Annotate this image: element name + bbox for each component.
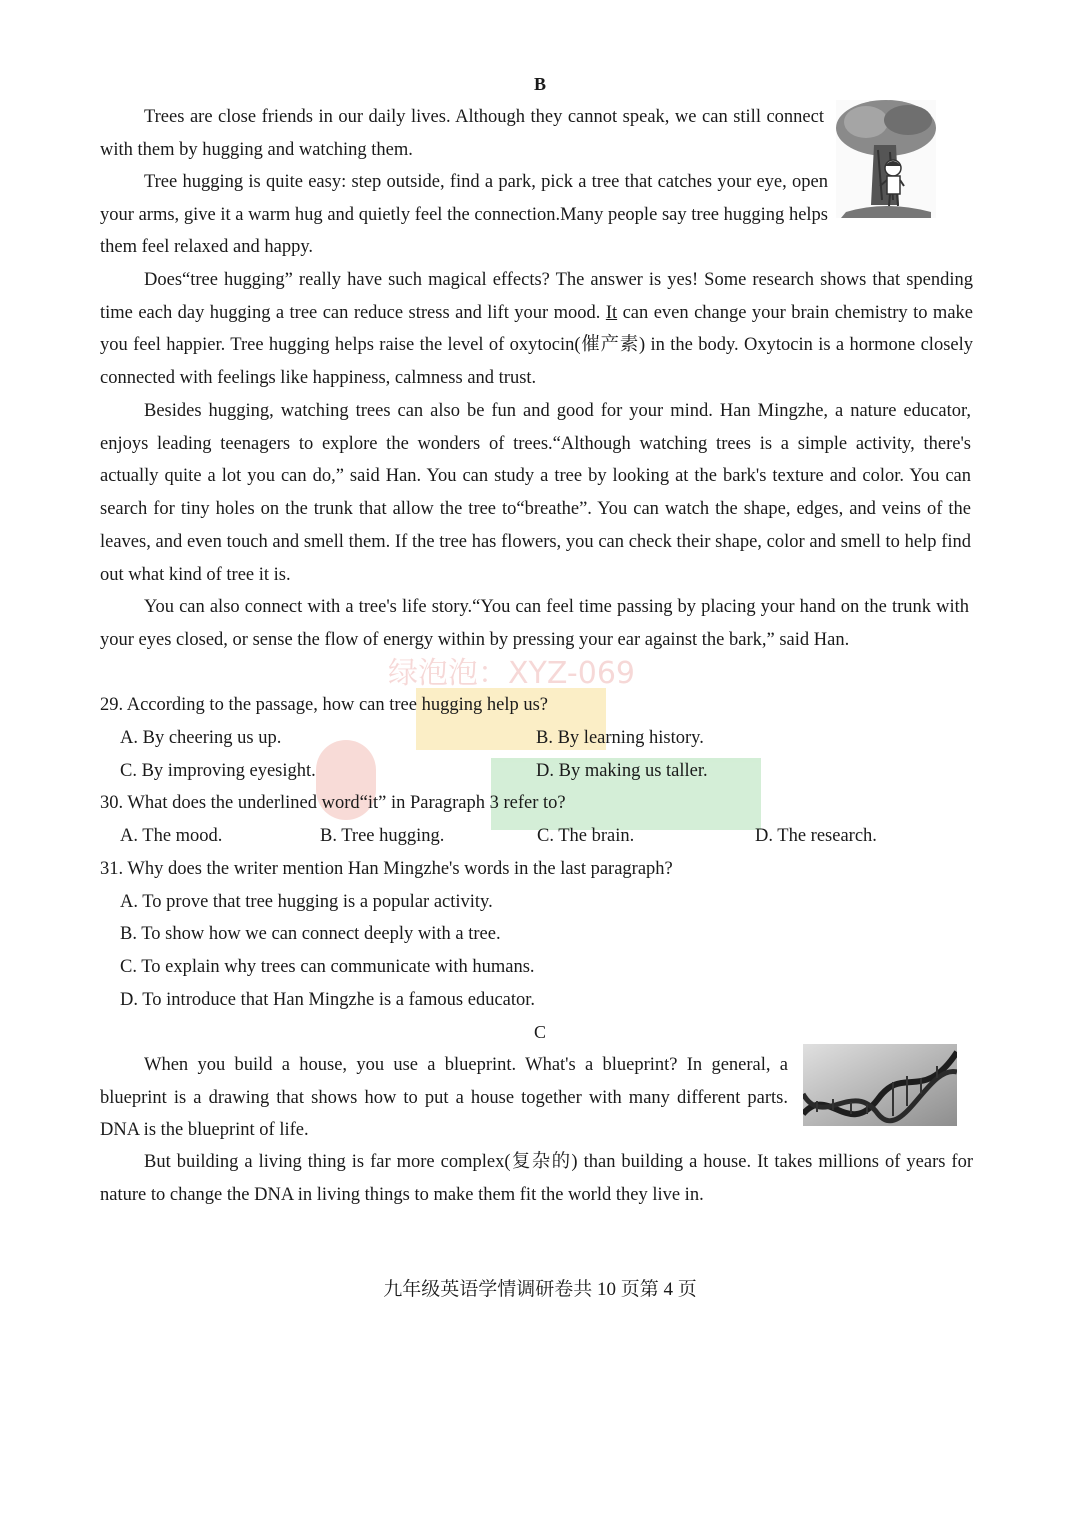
underlined-word-it: It xyxy=(605,302,618,323)
question-31-option-d: D. To introduce that Han Mingzhe is a famous educator. xyxy=(120,990,536,1010)
question-31-option-b: B. To show how we can connect deeply with a tree. xyxy=(120,924,501,944)
question-30-option-d: D. The research. xyxy=(755,826,877,846)
question-31-option-c: C. To explain why trees can communicate with humans. xyxy=(120,957,535,977)
section-c-paragraph-2: But building a living thing is far more complex(复杂的) than building a house. It takes millions of years for nature to change the DNA in living things to make them fit the world they live in. xyxy=(100,1152,973,1205)
question-30-stem: 30. What does the underlined word“it” in Paragraph 3 refer to? xyxy=(100,793,566,813)
watermark-text: 绿泡泡：XYZ-069 xyxy=(388,656,635,691)
question-29-stem: 29. According to the passage, how can tree hugging help us? xyxy=(100,695,548,715)
dna-illustration xyxy=(803,1044,957,1126)
question-31-stem: 31. Why does the writer mention Han Mingzhe's words in the last paragraph? xyxy=(100,859,673,879)
section-b-paragraph-3 xyxy=(100,264,973,395)
section-b-heading: B xyxy=(533,74,546,94)
section-c-paragraph-1: When you build a house, you use a blueprint. What's a blueprint? In general, a blueprint is a drawing that shows how to put a house together with many different parts. DNA is the blueprint of life. xyxy=(100,1055,788,1141)
section-b-paragraph-1: Trees are close friends in our daily lives. Although they cannot speak, we can still connect with them by hugging and watching them. xyxy=(100,107,824,160)
tree-hug-illustration xyxy=(836,100,936,218)
question-30-option-a: A. The mood. xyxy=(120,826,223,846)
section-c-heading: C xyxy=(533,1022,546,1042)
question-29-option-c: C. By improving eyesight. xyxy=(120,761,316,781)
section-b-paragraph-5: You can also connect with a tree's life story.“You can feel time passing by placing your hand on the trunk with your eyes closed, or sense the flow of energy within by pressing your ear against the bark,” said Han. xyxy=(100,597,969,650)
question-29-option-d: D. By making us taller. xyxy=(536,761,708,781)
question-30-option-b: B. Tree hugging. xyxy=(320,826,445,846)
question-29-option-a: A. By cheering us up. xyxy=(120,728,282,748)
section-b-paragraph-4: Besides hugging, watching trees can also be fun and good for your mind. Han Mingzhe, a nature educator, enjoys leading teenagers to explore the wonders of trees.“Although watching trees is a simple activity, there's actually quite a lot you can do,” said Han. You can study a tree by looking at the bark's texture and color. You can search for tiny holes on the trunk that allow the tree to“breathe”. You can watch the shape, edges, and veins of the leaves, and even touch and smell them. If the tree has flowers, you can check their shape, color and smell to help find out what kind of tree it is. xyxy=(100,401,971,585)
question-30-option-c: C. The brain. xyxy=(537,826,635,846)
question-29-option-b: B. By learning history. xyxy=(536,728,704,748)
section-b-paragraph-2: Tree hugging is quite easy: step outside, find a park, pick a tree that catches your eye, open your arms, give it a warm hug and quietly feel the connection.Many people say tree hugging helps them feel relaxed and happy. xyxy=(100,172,828,258)
page-footer: 九年级英语学情调研卷共 10 页第 4 页 xyxy=(383,1279,697,1300)
paragraph-3-text-before: Does“tree hugging” really have such magical effects? The answer is yes! Some research shows that spending time each day hugging a tree can reduce stress and lift your mood. xyxy=(100,270,973,323)
question-31-option-a: A. To prove that tree hugging is a popular activity. xyxy=(120,892,493,912)
paragraph-3-text-after: can even change your brain chemistry to make you feel happier. Tree hugging helps raise the level of oxytocin(催产素) in the body. Oxytocin is a hormone closely connected with feelings like happiness, calmness and trust. xyxy=(100,302,973,389)
